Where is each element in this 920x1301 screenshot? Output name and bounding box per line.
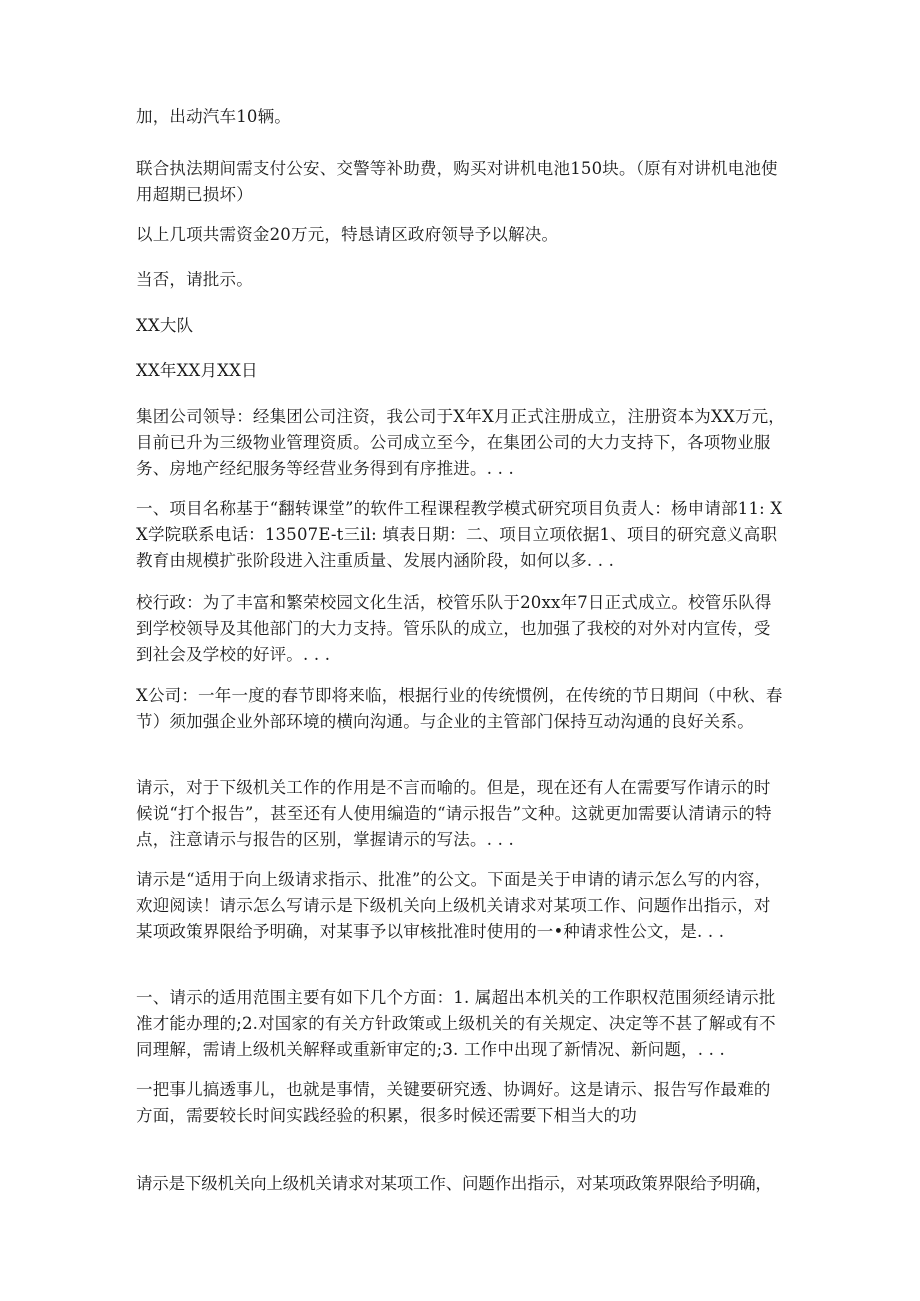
paragraph-1: 加，出动汽车10辆。 [136, 107, 291, 126]
paragraph-11: 请示，对于下级机关工作的作用是不言而喻的。但是，现在还有人在需要写作请示的时候说“打个报告”，甚至还有人使用编造的“请示报告”文种。这就更加需要认清请示的特点，注意请示与报告的区别，掌握请示的写法。. . . [136, 778, 772, 849]
paragraph-6: XX年XX月XX日 [136, 361, 258, 380]
paragraph-9: 校行政：为了丰富和繁荣校园文化生活，校管乐队于20xx年7日正式成立。校管乐队得到学校领导及其他部门的大力支持。管乐队的成立，也加强了我校的对外对内宣传，受到社会及学校的好评。. . . [136, 593, 772, 664]
paragraph-2: 联合执法期间需支付公安、交警等补助费，购买对讲机电池150块。（原有对讲机电池使用超期已损坏） [136, 159, 778, 204]
paragraph-4: 当否，请批示。 [136, 270, 253, 289]
paragraph-14: 一把事儿搞透事儿，也就是事情，关键要研究透、协调好。这是请示、报告写作最难的方面，需要较长时间实践经验的积累，很多时候还需要下相当大的功 [136, 1080, 771, 1125]
paragraph-7: 集团公司领导：经集团公司注资，我公司于X年X月正式注册成立，注册资本为XX万元，目前已升为三级物业管理资质。公司成立至今，在集团公司的大力支持下，各项物业服务、房地产经纪服务等经营业务得到有序推进。. . . [136, 407, 785, 478]
paragraph-3: 以上几项共需资金20万元，特恳请区政府领导予以解决。 [136, 225, 559, 244]
paragraph-5: XX大队 [136, 316, 194, 335]
paragraph-15: 请示是下级机关向上级机关请求对某项工作、问题作出指示，对某项政策界限给予明确， [136, 1174, 772, 1193]
paragraph-8: 一、项目名称基于“翻转课堂”的软件工程课程教学模式研究项目负责人：杨申请部11: XX学院联系电话：13507E-t三il: 填表日期：二、项目立项依据1、项目的研究意义高职教育由规模扩张阶段进入注重质量、发展内涵阶段，如何以多. . . [136, 499, 783, 570]
paragraph-10: X公司：一年一度的春节即将来临，根据行业的传统惯例，在传统的节日期间（中秋、春节）须加强企业外部环境的横向沟通。与企业的主管部门保持互动沟通的良好关系。 [136, 686, 783, 731]
paragraph-13: 一、请示的适用范围主要有如下几个方面：1. 属超出本机关的工作职权范围须经请示批准才能办理的;2.对国家的有关方针政策或上级机关的有关规定、决定等不甚了解或有不同理解，需请上级机关解释或重新审定的;3. 工作中出现了新情况、新问题，. . . [136, 988, 776, 1059]
paragraph-12: 请示是“适用于向上级请求指示、批准”的公文。下面是关于申请的请示怎么写的内容，欢迎阅读！请示怎么写请示是下级机关向上级机关请求对某项工作、问题作出指示，对某项政策界限给予明确，对某事予以审核批准时使用的一•种请求性公文，是. . . [136, 870, 772, 941]
